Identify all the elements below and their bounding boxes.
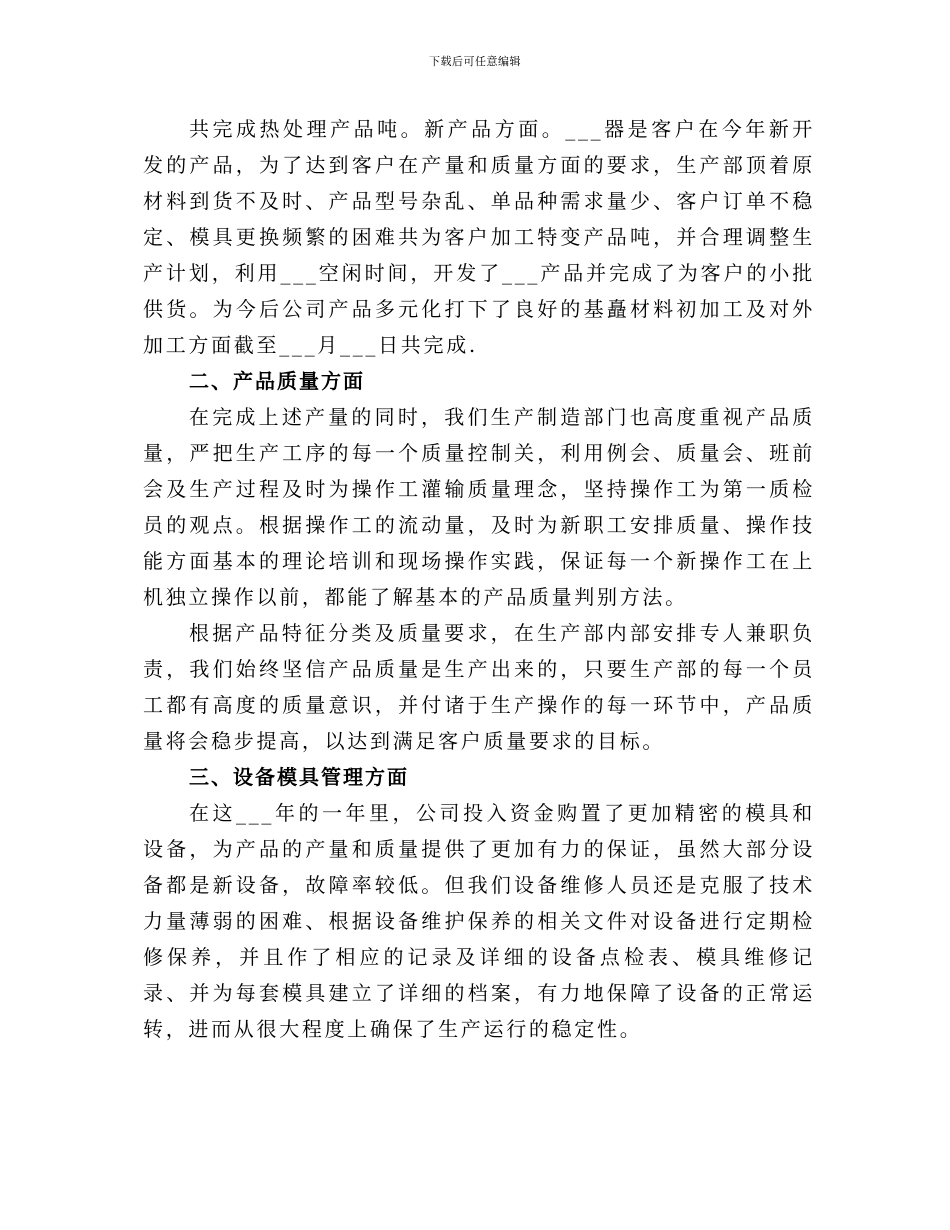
section-heading-equipment: 三、设备模具管理方面 — [189, 765, 409, 789]
paragraph-new-products: 共完成热处理产品吨。新产品方面。___器是客户在今年新开发的产品，为了达到客户在产量和质量方面的要求，生产部顶着原材料到货不及时、产品型号杂乱、单品种需求量少、客户订单不稳定、模具更换频繁的困难共为客户加工特变产品吨，并合理调整生产计划，利用___空闲时间，开发了___产品并完成了为客户的小批供货。为今后公司产品多元化打下了良好的基矗材料初加工及对外加工方面截至___月___日共完成. — [143, 117, 815, 357]
document-body — [143, 111, 815, 1047]
paragraph-equipment-management: 在这___年的一年里，公司投入资金购置了更加精密的模具和设备，为产品的产量和质量提供了更加有力的保证，虽然大部分设备都是新设备，故障率较低。但我们设备维修人员还是克服了技术力量薄弱的困难、根据设备维护保养的相关文件对设备进行定期检修保养，并且作了相应的记录及详细的设备点检表、模具维修记录、并为每套模具建立了详细的档案，有力地保障了设备的正常运转，进而从很大程度上确保了生产运行的稳定性。 — [143, 801, 815, 1041]
paragraph-quality-requirements: 根据产品特征分类及质量要求，在生产部内部安排专人兼职负责，我们始终坚信产品质量是生产出来的，只要生产部的每一个员工都有高度的质量意识，并付诸于生产操作的每一环节中，产品质量将会稳步提高，以达到满足客户质量要求的目标。 — [143, 621, 815, 753]
paragraph-quality-control: 在完成上述产量的同时，我们生产制造部门也高度重视产品质量，严把生产工序的每一个质量控制关，利用例会、质量会、班前会及生产过程及时为操作工灌输质量理念，坚持操作工为第一质检员的观点。根据操作工的流动量，及时为新职工安排质量、操作技能方面基本的理论培训和现场操作实践，保证每一个新操作工在上机独立操作以前，都能了解基本的产品质量判别方法。 — [143, 405, 815, 609]
page-header-note: 下载后可任意编辑 — [429, 55, 521, 68]
section-heading-quality: 二、产品质量方面 — [189, 369, 365, 393]
